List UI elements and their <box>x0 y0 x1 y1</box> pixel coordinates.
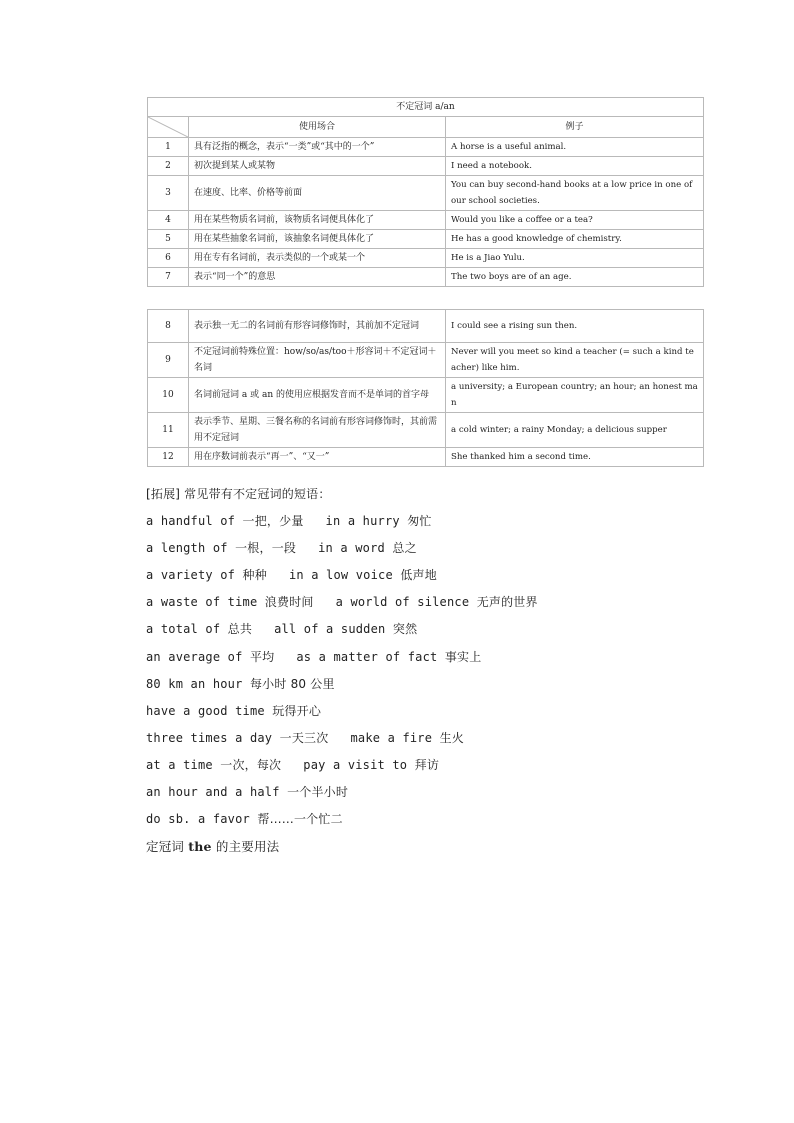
row-number: 1 <box>148 138 189 157</box>
header-usage: 使用场合 <box>189 117 446 138</box>
header-example: 例子 <box>446 117 704 138</box>
phrase-line <box>146 562 746 589</box>
table-row <box>148 310 704 343</box>
phrase-line <box>146 589 746 616</box>
row-number: 2 <box>148 157 189 176</box>
row-usage: 用在某些抽象名词前，该抽象名词便具体化了 <box>189 230 446 249</box>
row-example: I could see a rising sun then. <box>446 310 704 343</box>
section-title-suffix: 的主要用法 <box>211 839 280 855</box>
row-number: 8 <box>148 310 189 343</box>
section-title-bold: the <box>188 839 212 855</box>
phrase-english: a length of <box>146 541 236 556</box>
row-example: Never will you meet so kind a teacher (= such a kind teacher) like him. <box>446 343 704 378</box>
phrase-english: as a matter of fact <box>296 649 445 664</box>
row-usage: 表示季节、星期、三餐名称的名词前有形容词修饰时，其前需用不定冠词 <box>189 413 446 448</box>
phrase-english: an hour and a half <box>146 785 288 800</box>
table-row <box>148 413 704 448</box>
phrase-chinese: 一个半小时 <box>287 785 349 800</box>
row-usage: 用在某些物质名词前，该物质名词便具体化了 <box>189 211 446 230</box>
phrase-chinese: 匆忙 <box>407 514 432 529</box>
phrase-chinese: 平均 <box>249 649 275 664</box>
phrases-heading: [拓展] 常见带有不定冠词的短语： <box>146 487 331 501</box>
phrase-english: a handful of <box>146 514 243 529</box>
phrase-list <box>146 508 746 833</box>
row-number: 11 <box>148 413 189 448</box>
phrase-chinese: 拜访 <box>414 757 440 772</box>
table-row <box>148 378 704 413</box>
row-example: I need a notebook. <box>446 157 704 176</box>
row-example: A horse is a useful animal. <box>446 138 704 157</box>
phrase-english: in a low voice <box>288 568 401 583</box>
row-number: 7 <box>148 268 189 287</box>
phrase-line <box>146 698 746 725</box>
row-number: 12 <box>148 448 189 467</box>
table-title: 不定冠词 a/an <box>148 98 704 117</box>
row-usage: 用在专有名词前，表示类似的一个或某一个 <box>189 249 446 268</box>
diagonal-line <box>148 117 188 137</box>
indefinite-article-table-part2 <box>147 309 704 467</box>
table-row <box>148 157 704 176</box>
table-row <box>148 343 704 378</box>
phrase-english: pay a visit to <box>303 757 415 772</box>
phrase-english: in a word <box>318 541 393 556</box>
phrase-english: do sb. a favor <box>146 812 258 827</box>
phrase-line <box>146 806 746 833</box>
row-example: a cold winter; a rainy Monday; a delicious supper <box>446 413 704 448</box>
phrase-line <box>146 779 746 806</box>
phrase-chinese: 种种 <box>242 568 267 583</box>
phrase-chinese: 无声的世界 <box>476 595 538 610</box>
row-example: The two boys are of an age. <box>446 268 704 287</box>
phrase-chinese: 生火 <box>439 730 464 745</box>
row-example: You can buy second-hand books at a low price in one of our school societies. <box>446 176 704 211</box>
section-title <box>146 833 746 860</box>
phrase-english: a waste of time <box>146 595 265 610</box>
phrases-section <box>146 481 746 860</box>
phrase-line <box>146 508 746 535</box>
row-usage: 表示“同一个”的意思 <box>189 268 446 287</box>
phrase-line <box>146 535 746 562</box>
table-row <box>148 249 704 268</box>
phrase-english: an average of <box>146 649 250 664</box>
phrase-line <box>146 725 746 752</box>
row-example: He is a Jiao Yulu. <box>446 249 704 268</box>
phrase-line <box>146 671 746 698</box>
phrase-english: make a fire <box>350 730 440 745</box>
row-number: 10 <box>148 378 189 413</box>
phrase-english: have a good time <box>146 703 273 718</box>
row-number: 9 <box>148 343 189 378</box>
row-number: 5 <box>148 230 189 249</box>
phrase-english: a variety of <box>146 568 243 583</box>
row-number: 4 <box>148 211 189 230</box>
table-row <box>148 176 704 211</box>
row-usage: 表示独一无二的名词前有形容词修饰时，其前加不定冠词 <box>189 310 446 343</box>
row-usage: 用在序数词前表示“再一”、“又一” <box>189 448 446 467</box>
diagonal-header-cell <box>148 117 189 138</box>
row-number: 6 <box>148 249 189 268</box>
phrase-chinese: 每小时 80 公里 <box>249 676 335 691</box>
row-usage: 不定冠词前特殊位置：how/so/as/too＋形容词＋不定冠词＋名词 <box>189 343 446 378</box>
row-example: a university; a European country; an hour; an honest man <box>446 378 704 413</box>
phrase-line <box>146 752 746 779</box>
phrase-chinese: 帮……一个忙二 <box>257 812 343 827</box>
table-row <box>148 230 704 249</box>
phrase-english: all of a sudden <box>274 622 393 637</box>
phrase-chinese: 玩得开心 <box>272 703 322 718</box>
phrase-english: in a hurry <box>325 514 408 529</box>
phrase-chinese: 总共 <box>227 622 253 637</box>
phrase-chinese: 突然 <box>392 622 418 637</box>
indefinite-article-table-part1 <box>147 97 704 287</box>
row-example: She thanked him a second time. <box>446 448 704 467</box>
phrase-chinese: 一把，少量 <box>242 514 304 529</box>
phrase-english: a total of <box>146 622 228 637</box>
phrase-chinese: 低声地 <box>400 568 437 583</box>
phrase-english: three times a day <box>146 730 280 745</box>
phrase-english: 80 km an hour <box>146 676 250 691</box>
section-title-prefix: 定冠词 <box>146 839 189 855</box>
table-row <box>148 448 704 467</box>
phrase-line <box>146 644 746 671</box>
row-usage: 初次提到某人或某物 <box>189 157 446 176</box>
phrase-chinese: 一根，一段 <box>235 541 297 556</box>
table-row <box>148 138 704 157</box>
phrase-chinese: 事实上 <box>444 649 482 664</box>
row-usage: 具有泛指的概念，表示“一类”或“其中的一个” <box>189 138 446 157</box>
phrase-english: a world of silence <box>335 595 477 610</box>
row-example: Would you like a coffee or a tea? <box>446 211 704 230</box>
phrase-chinese: 一天三次 <box>279 730 329 745</box>
phrase-line <box>146 616 746 643</box>
row-usage: 在速度、比率、价格等前面 <box>189 176 446 211</box>
phrase-english: at a time <box>146 757 221 772</box>
phrase-chinese: 一次，每次 <box>220 757 282 772</box>
row-number: 3 <box>148 176 189 211</box>
row-example: He has a good knowledge of chemistry. <box>446 230 704 249</box>
phrase-chinese: 总之 <box>392 541 417 556</box>
table-row <box>148 268 704 287</box>
row-usage: 名词前冠词 a 或 an 的使用应根据发音而不是单词的首字母 <box>189 378 446 413</box>
phrase-chinese: 浪费时间 <box>264 595 314 610</box>
table-row <box>148 211 704 230</box>
